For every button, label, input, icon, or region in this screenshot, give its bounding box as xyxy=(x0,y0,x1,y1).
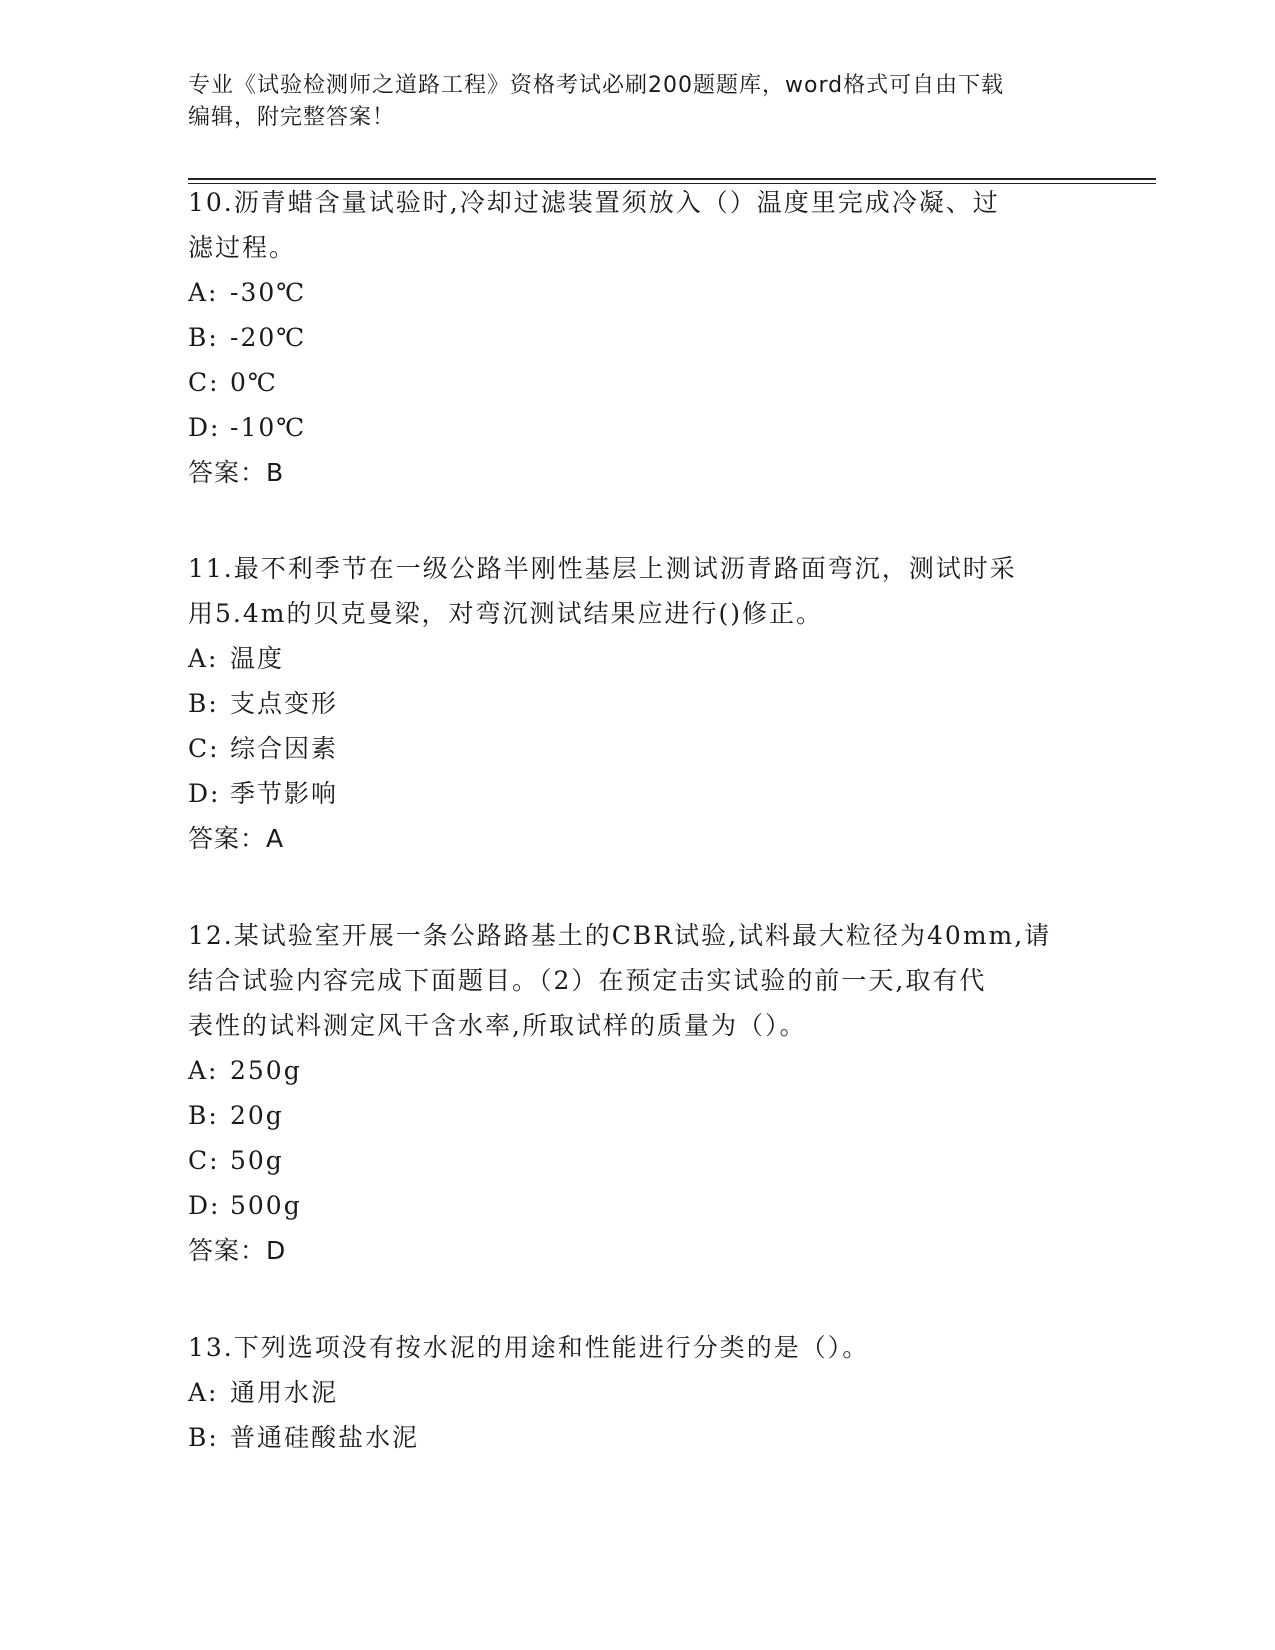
option-text: 普通硅酸盐水泥 xyxy=(230,1423,420,1452)
header-line-1: 专业《试验检测师之道路工程》资格考试必刷200题题库，word格式可自由下载 xyxy=(188,73,1005,98)
option-text: 季节影响 xyxy=(230,779,339,808)
option-letter: C: xyxy=(188,1146,220,1175)
question-text-line: 13.下列选项没有按水泥的用途和性能进行分类的是（）。 xyxy=(188,1333,870,1362)
option-d xyxy=(188,405,1088,450)
question-block-11 xyxy=(188,546,1088,861)
option-text: 温度 xyxy=(230,644,285,673)
option-b xyxy=(188,1093,1088,1138)
option-text: 20g xyxy=(230,1101,284,1130)
question-text-line: 表性的试料测定风干含水率,所取试样的质量为（）。 xyxy=(188,1011,807,1040)
option-b xyxy=(188,315,1088,360)
answer-label: 答案：B xyxy=(188,458,285,487)
option-letter: A: xyxy=(188,1056,219,1085)
option-a xyxy=(188,270,1088,315)
option-text: 支点变形 xyxy=(230,689,339,718)
option-letter: C: xyxy=(188,368,220,397)
option-text: 250g xyxy=(230,1056,302,1085)
option-c xyxy=(188,1138,1088,1183)
option-text: 通用水泥 xyxy=(230,1378,339,1407)
option-letter: B: xyxy=(188,689,219,718)
option-a xyxy=(188,1048,1088,1093)
question-text-line: 用5.4m的贝克曼梁，对弯沉测试结果应进行()修正。 xyxy=(188,599,823,628)
answer-label: 答案：A xyxy=(188,824,285,853)
question-block-10 xyxy=(188,180,1088,495)
answer-label: 答案：D xyxy=(188,1236,287,1265)
question-text-line: 滤过程。 xyxy=(188,233,297,262)
option-letter: B: xyxy=(188,1101,219,1130)
option-text: -20℃ xyxy=(230,323,307,352)
option-a xyxy=(188,636,1088,681)
header-line-2: 编辑，附完整答案！ xyxy=(188,105,396,130)
option-d xyxy=(188,771,1088,816)
option-b xyxy=(188,681,1088,726)
document-header xyxy=(188,70,1088,134)
option-letter: B: xyxy=(188,323,219,352)
option-text: 500g xyxy=(230,1191,302,1220)
option-letter: B: xyxy=(188,1423,219,1452)
option-text: 0℃ xyxy=(230,368,278,397)
question-text-line: 11.最不利季节在一级公路半刚性基层上测试沥青路面弯沉，测试时采 xyxy=(188,554,1017,583)
option-text: -30℃ xyxy=(230,278,307,307)
question-block-12 xyxy=(188,913,1088,1273)
option-letter: A: xyxy=(188,644,219,673)
option-letter: A: xyxy=(188,1378,219,1407)
option-d xyxy=(188,1183,1088,1228)
option-text: 综合因素 xyxy=(230,734,339,763)
option-letter: D: xyxy=(188,779,221,808)
option-letter: A: xyxy=(188,278,219,307)
option-c xyxy=(188,726,1088,771)
question-text-line: 10.沥青蜡含量试验时,冷却过滤装置须放入（）温度里完成冷凝、过 xyxy=(188,188,1000,217)
option-text: -10℃ xyxy=(230,413,307,442)
option-a xyxy=(188,1370,1088,1415)
option-letter: D: xyxy=(188,1191,221,1220)
option-letter: C: xyxy=(188,734,220,763)
question-text-line: 12.某试验室开展一条公路路基土的CBR试验,试料最大粒径为40mm,请 xyxy=(188,921,1052,950)
question-text-line: 结合试验内容完成下面题目。（2）在预定击实试验的前一天,取有代 xyxy=(188,966,987,995)
option-b xyxy=(188,1415,1088,1460)
option-letter: D: xyxy=(188,413,221,442)
question-block-13 xyxy=(188,1325,1088,1460)
option-text: 50g xyxy=(230,1146,284,1175)
option-c xyxy=(188,360,1088,405)
